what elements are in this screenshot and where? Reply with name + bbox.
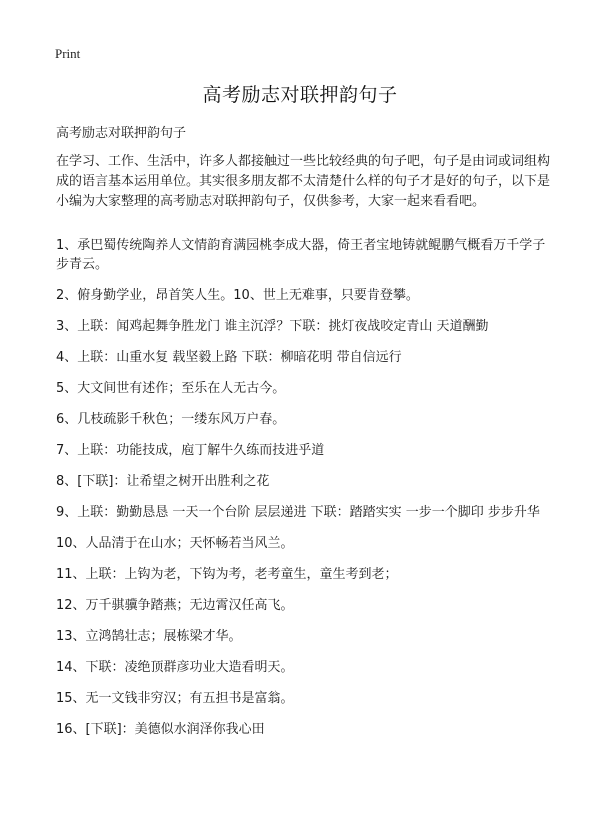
list-item: 4、上联：山重水复 载坚毅上路 下联：柳暗花明 带自信远行 <box>56 350 402 365</box>
list-item: 16、[下联]：美德似水润泽你我心田 <box>56 722 265 737</box>
list-item: 1、承巴蜀传统陶养人文情韵育满园桃李成大器，倚王者宝地铸就鲲鹏气概看万千学子步青云。 <box>56 238 546 272</box>
couplet-list <box>56 236 550 751</box>
list-item: 7、上联：功能技成，庖丁解牛久练而技进乎道 <box>56 443 325 458</box>
list-item: 11、上联：上钩为老，下钩为考，老考童生，童生考到老； <box>56 567 398 582</box>
list-item: 12、万千骐骥争踏燕；无边霄汉任高飞。 <box>56 598 294 613</box>
list-item: 10、人品清于在山水；天怀畅若当风兰。 <box>56 536 294 551</box>
list-item: 13、立鸿鹄壮志；展栋梁才华。 <box>56 629 242 644</box>
list-item: 8、[下联]：让希望之树开出胜利之花 <box>56 474 270 489</box>
list-item: 2、俯身勤学业，昂首笑人生。10、世上无难事，只要肯登攀。 <box>56 288 419 303</box>
list-item: 14、下联：凌绝顶群彦功业大造看明天。 <box>56 660 294 675</box>
list-item: 15、无一文钱非穷汉；有五担书是富翁。 <box>56 691 294 706</box>
intro-paragraph: 在学习、工作、生活中，许多人都接触过一些比较经典的句子吧，句子是由词或词组构成的语言基本运用单位。其实很多朋友都不太清楚什么样的句子才是好的句子，以下是小编为大家整理的高考励志对联押韵句子，仅供参考，大家一起来看看吧。 <box>56 154 551 209</box>
list-item: 6、几枝疏影千秋色；一缕东风万户春。 <box>56 412 286 427</box>
document-title: 高考励志对联押韵句子 <box>202 84 398 106</box>
list-item: 9、上联：勤勤恳恳 一天一个台阶 层层递进 下联：踏踏实实 一步一个脚印 步步升华 <box>56 505 540 520</box>
document-subtitle: 高考励志对联押韵句子 <box>56 126 187 141</box>
list-item: 5、大文间世有述作；至乐在人无古今。 <box>56 381 286 396</box>
print-link[interactable]: Print <box>55 46 81 61</box>
list-item: 3、上联：闻鸡起舞争胜龙门 谁主沉浮？下联：挑灯夜战咬定青山 天道酬勤 <box>56 319 489 334</box>
